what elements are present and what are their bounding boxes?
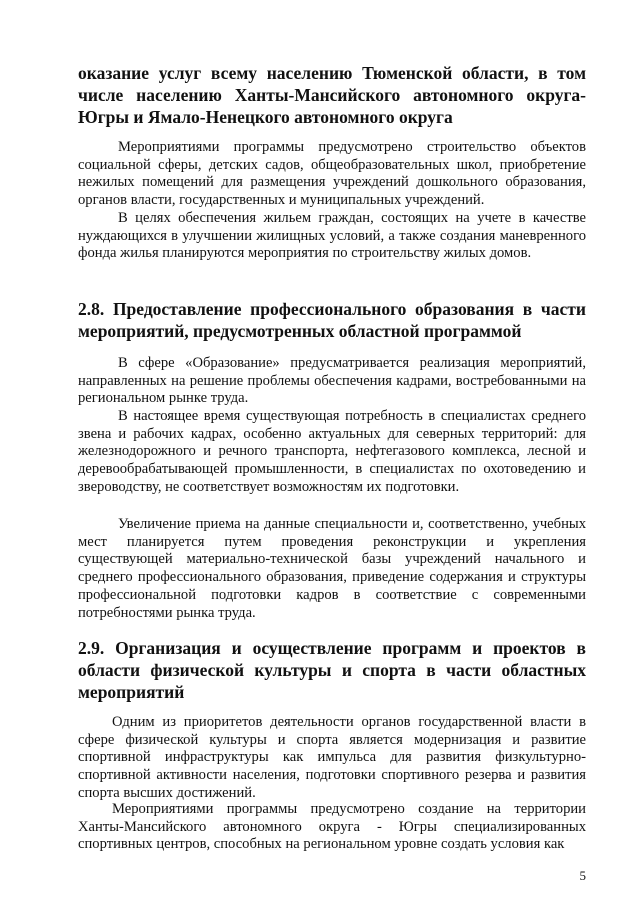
section-2-9-paragraph-2: Мероприятиями программы предусмотрено создание на территории Ханты-Мансийского автономного округа - Югры специализированных спортивных центров, способных на региональном уровне создать условия как (78, 801, 586, 853)
section-2-9-heading: 2.9. Организация и осуществление программ и проектов в области физической культуры и спорта в части областных мероприятий (78, 638, 586, 702)
intro-paragraph-2: В целях обеспечения жильем граждан, состоящих на учете в качестве нуждающихся в улучшении жилищных условий, а также создания маневренного фонда жилья планируются мероприятия по строительству жилых домов. (78, 210, 586, 262)
section-2-8-heading: 2.8. Предоставление профессионального образования в части мероприятий, предусмотренных областной программой (78, 299, 586, 341)
intro-paragraph-1: Мероприятиями программы предусмотрено строительство объектов социальной сферы, детских садов, общеобразовательных школ, приобретение нежилых помещений для размещения учреждений дошкольного образования, органов власти, государственных и муниципальных учреждений. (78, 139, 586, 209)
section-2-8-paragraph-1: В сфере «Образование» предусматривается реализация мероприятий, направленных на решение проблемы обеспечения кадрами, востребованными на региональном рынке труда. (78, 355, 586, 407)
page-number: 5 (579, 868, 586, 883)
section-2-8-paragraph-2: В настоящее время существующая потребность в специалистах среднего звена и рабочих кадрах, особенно актуальных для северных территорий: для железнодорожного и речного транспорта, нефтегазового комплекса, лесной и деревообрабатывающей промышленности, в специалистах по охотоведению и звероводству, не соответствует возможностям их подготовки. (78, 408, 586, 495)
section-2-9-paragraph-1: Одним из приоритетов деятельности органов государственной власти в сфере физической культуры и спорта является модернизация и развитие спортивной инфраструктуры как импульса для развития физкультурно-спортивной активности населения, подготовки спортивного резерва и развития спорта высших достижений. (78, 714, 586, 801)
heading-continued: оказание услуг всему населению Тюменской области, в том числе населению Ханты-Мансийского автономного округа-Югры и Ямало-Ненецкого автономного округа (78, 63, 586, 127)
section-2-8-paragraph-3: Увеличение приема на данные специальности и, соответственно, учебных мест планируется путем проведения реконструкции и укрепления существующей материально-технической базы учреждений начального и среднего профессионального образования, приведение содержания и структуры профессиональной подготовки кадров в соответствие с современными потребностями рынка труда. (78, 516, 586, 621)
